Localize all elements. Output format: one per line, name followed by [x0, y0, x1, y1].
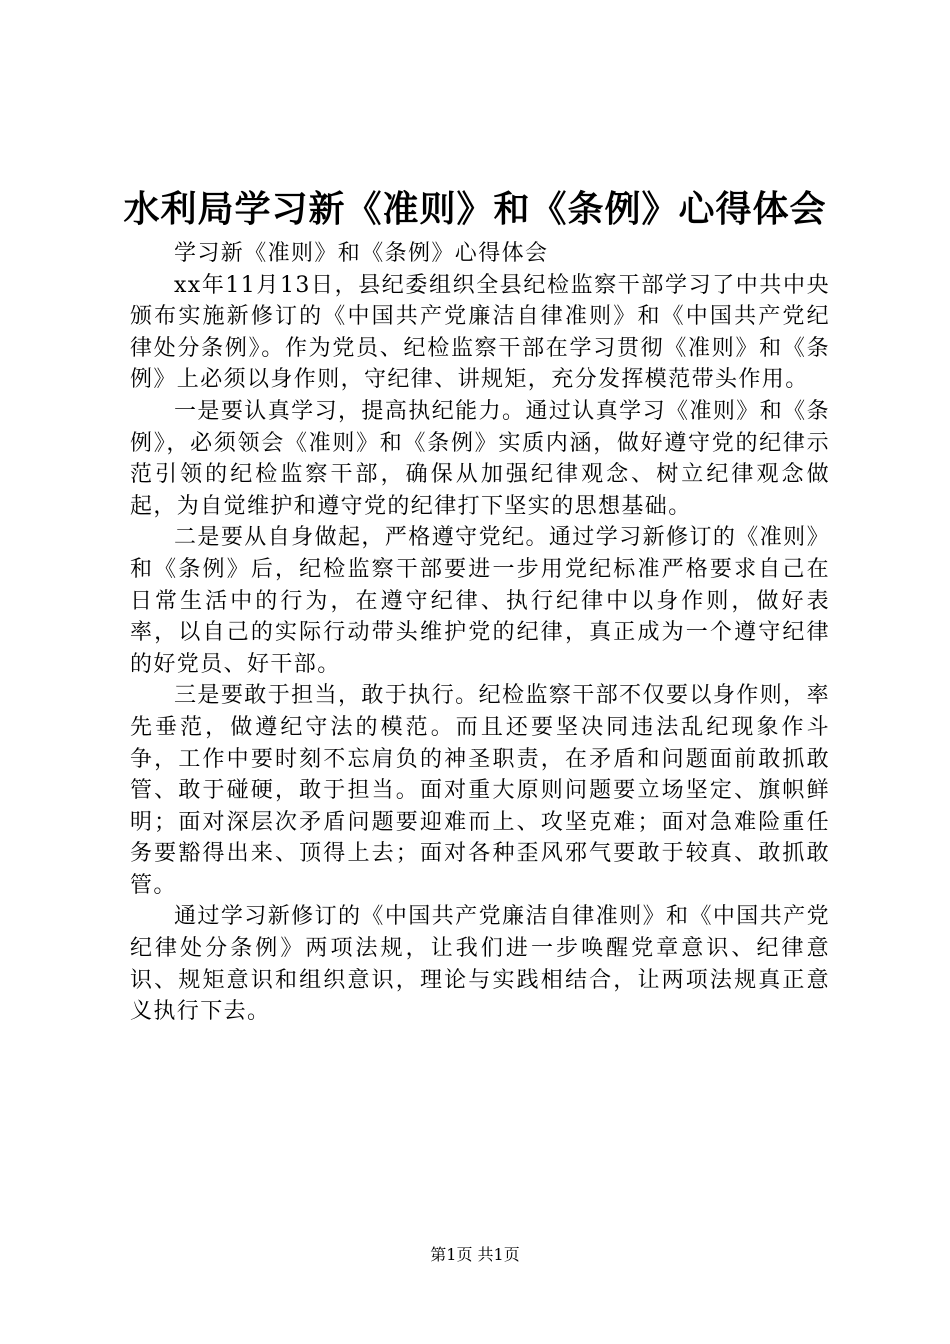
paragraph-point-one: 一是要认真学习，提高执纪能力。通过认真学习《准则》和《条例》，必须领会《准则》和《条例》实质内涵，做好遵守党的纪律示范引领的纪检监察干部，确保从加强纪律观念、树立纪律观念做起，为自觉维护和遵守党的纪律打下坚实的思想基础。 — [130, 398, 830, 519]
document-subtitle: 学习新《准则》和《条例》心得体会 — [174, 241, 549, 266]
paragraph-intro: xx年11月13日，县纪委组织全县纪检监察干部学习了中共中央颁布实施新修订的《中国共产党廉洁自律准则》和《中国共产党纪律处分条例》。作为党员、纪检监察干部在学习贯彻《准则》和《条例》上必须以身作则，守纪律、讲规矩，充分发挥模范带头作用。 — [130, 272, 830, 393]
page-number-footer: 第1页 共1页 — [430, 1245, 520, 1264]
paragraph-point-two: 二是要从自身做起，严格遵守党纪。通过学习新修订的《准则》和《条例》后，纪检监察干部要进一步用党纪标准严格要求自己在日常生活中的行为，在遵守纪律、执行纪律中以身作则，做好表率，以自己的实际行动带头维护党的纪律，真正成为一个遵守纪律的好党员、好干部。 — [130, 525, 830, 677]
document-title: 水利局学习新《准则》和《条例》心得体会 — [123, 188, 827, 230]
document-body — [130, 238, 830, 1028]
paragraph-point-three: 三是要敢于担当，敢于执行。纪检监察干部不仅要以身作则，率先垂范，做遵纪守法的模范。而且还要坚决同违法乱纪现象作斗争，工作中要时刻不忘肩负的神圣职责，在矛盾和问题面前敢抓敢管、敢于碰硬，敢于担当。面对重大原则问题要立场坚定、旗帜鲜明；面对深层次矛盾问题要迎难而上、攻坚克难；面对急难险重任务要豁得出来、顶得上去；面对各种歪风邪气要敢于较真、敢抓敢管。 — [130, 683, 830, 898]
paragraph-conclusion: 通过学习新修订的《中国共产党廉洁自律准则》和《中国共产党纪律处分条例》两项法规，让我们进一步唤醒党章意识、纪律意识、规矩意识和组织意识，理论与实践相结合，让两项法规真正意义执行下去。 — [130, 904, 830, 1025]
